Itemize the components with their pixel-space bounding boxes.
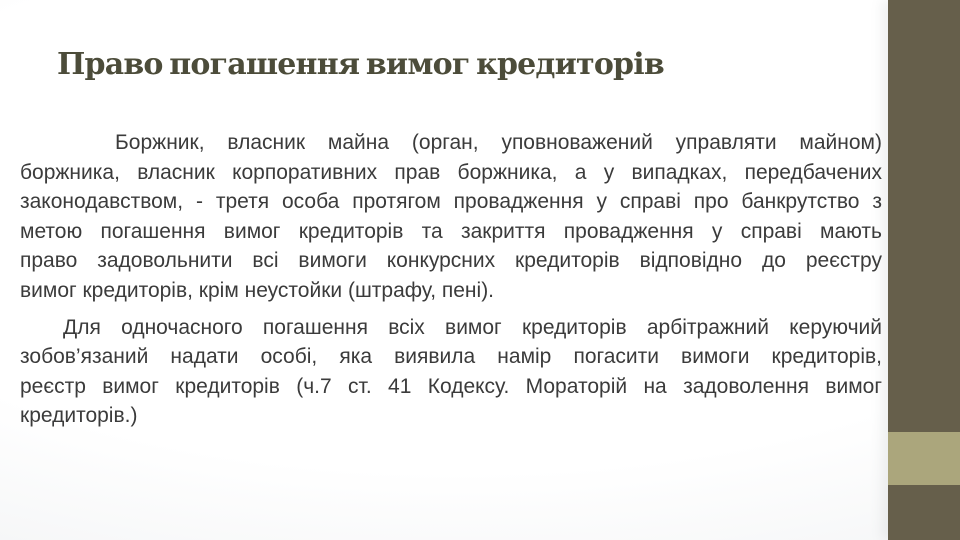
text-line: Боржник, власник майна (орган, уповноважений управляти майном) bbox=[115, 131, 882, 154]
accent-bar-segment-khaki bbox=[888, 432, 960, 485]
text-line: законодавством, - третя особа протягом провадження у справі про банкрутство з bbox=[20, 190, 882, 214]
text-line: кредиторів.) bbox=[20, 404, 138, 428]
text-line: боржника, власник корпоративних прав боржника, а у випадках, передбачених bbox=[20, 160, 882, 184]
accent-bar-segment-bottom bbox=[888, 485, 960, 540]
accent-bar-segment-top bbox=[888, 0, 960, 432]
text-line: метою погашення вимог кредиторів та закриття провадження у справі мають bbox=[20, 219, 882, 243]
paragraph-1 bbox=[20, 128, 882, 306]
paragraph-2 bbox=[20, 313, 882, 431]
text-line: зобов’язаний надати особі, яка виявила намір погасити вимоги кредиторів, bbox=[20, 345, 882, 369]
right-accent-bar bbox=[888, 0, 960, 540]
slide-body bbox=[20, 128, 882, 431]
text-line: вимог кредиторів, крім неустойки (штрафу, пені). bbox=[20, 278, 495, 302]
text-line: реєстр вимог кредиторів (ч.7 ст. 41 Кодексу. Мораторій на задоволення вимог bbox=[20, 374, 882, 398]
slide-title: Право погашення вимог кредиторів bbox=[57, 47, 664, 82]
text-line: право задовольнити всі вимоги конкурсних кредиторів відповідно до реєстру bbox=[20, 249, 882, 273]
text-line: Для одночасного погашення всіх вимог кредиторів арбітражний керуючий bbox=[63, 315, 882, 339]
